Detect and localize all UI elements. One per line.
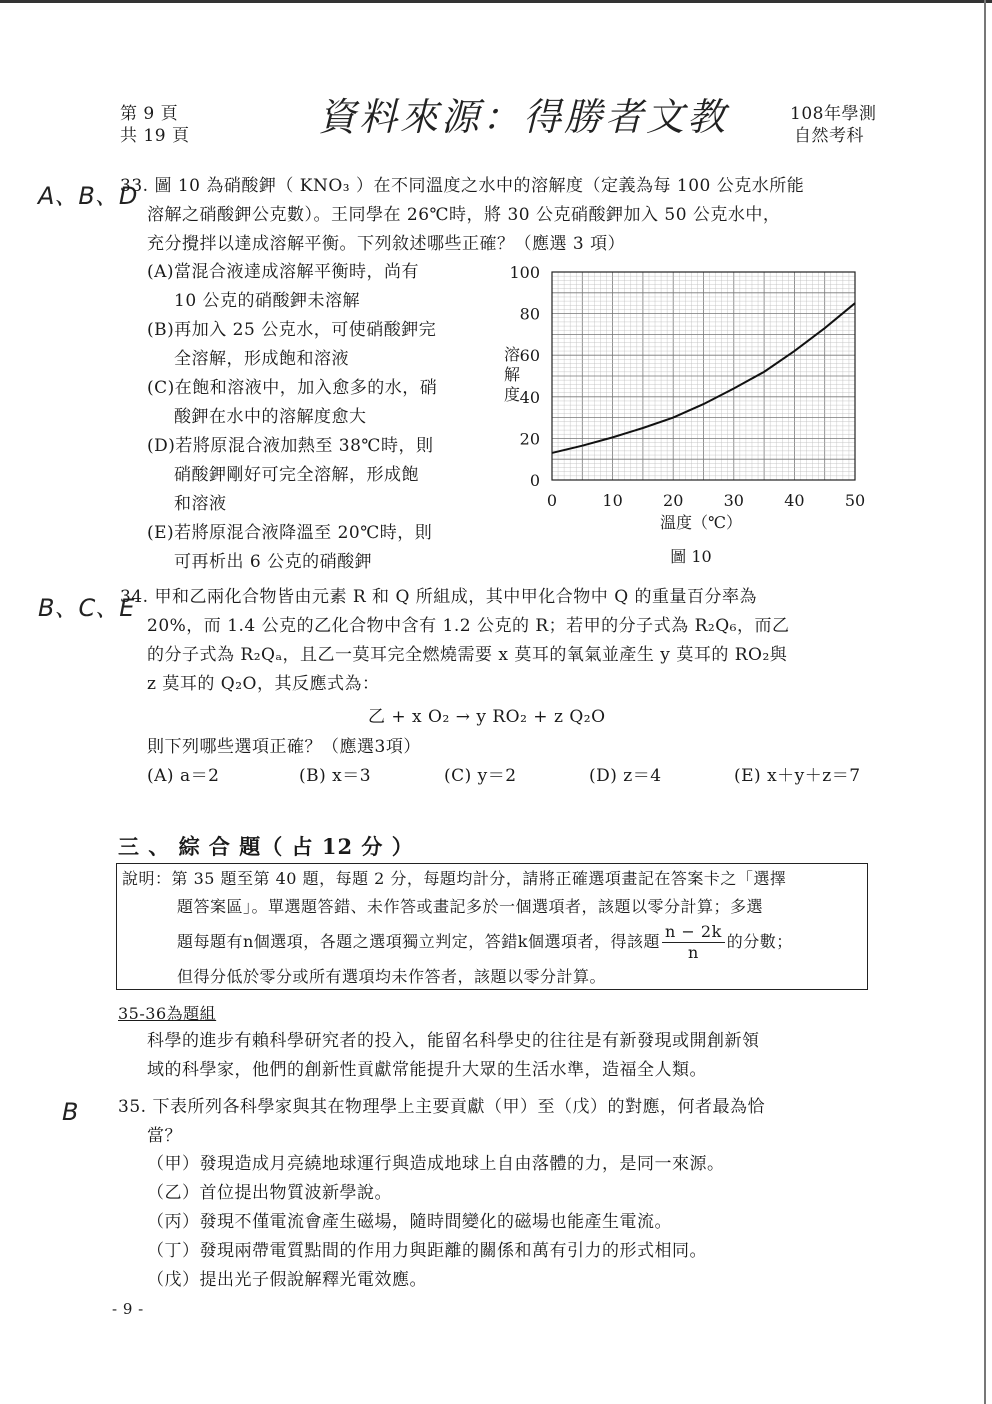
- q33-option-e-cont: 可再析出 6 公克的硝酸鉀: [174, 552, 373, 572]
- chart-ticks: [509, 263, 865, 510]
- y-tick-label: 60: [519, 346, 540, 366]
- q33-option-a-cont: 10 公克的硝酸鉀未溶解: [174, 291, 361, 311]
- solubility-chart: [490, 258, 880, 573]
- q33-option-c-cont: 酸鉀在水中的溶解度愈大: [174, 407, 367, 427]
- exam-year: 108年學測: [790, 104, 877, 124]
- chart-x-axis-label: 溫度（℃）: [660, 513, 742, 532]
- instructions-line-3: [177, 922, 793, 963]
- page-indicator: 第 9 頁: [120, 104, 179, 124]
- q34-stem-line-2: 20%，而 1.4 公克的乙化合物中含有 1.2 公克的 R；若甲的分子式為 R₂Q₆，而乙: [147, 616, 790, 636]
- scan-right-border: [984, 0, 986, 1404]
- x-tick-label: 30: [723, 491, 744, 510]
- y-axis-label-char: 度: [504, 385, 521, 405]
- y-tick-label: 40: [519, 387, 540, 407]
- q34-option-c: (C) y＝2: [444, 766, 517, 786]
- handwritten-source-note: 資料來源：得勝者文教: [318, 95, 729, 139]
- q34-stem-line-4: z 莫耳的 Q₂O，其反應式為：: [147, 674, 380, 694]
- q33-option-d: (D)若將原混合液加熱至 38℃時，則: [147, 436, 434, 456]
- y-tick-label: 80: [519, 304, 540, 324]
- handwritten-answer-q33: A、B、D: [38, 182, 138, 210]
- x-tick-label: 0: [546, 491, 558, 510]
- instructions-line-1: 說明：第 35 題至第 40 題，每題 2 分，每題均計分，請將正確選項畫記在答案卡之「選擇: [122, 869, 787, 888]
- q35-stem-line-1: 35. 下表所列各科學家與其在物理學上主要貢獻（甲）至（戊）的對應，何者最為恰: [118, 1097, 765, 1117]
- instructions-line-4: 但得分低於零分或所有選項均未作答者，該題以零分計算。: [177, 967, 607, 986]
- question-group-label: 35-36為題組: [118, 1004, 217, 1023]
- x-tick-label: 40: [784, 491, 805, 510]
- q33-stem-line-1: 33. 圖 10 為硝酸鉀（ KNO₃ ）在不同溫度之水中的溶解度（定義為每 100 公克水所能: [120, 176, 805, 196]
- y-axis-label-char: 解: [504, 365, 521, 385]
- q33-option-c: (C)在飽和溶液中，加入愈多的水，硝: [147, 378, 438, 398]
- q33-option-d-cont-2: 和溶液: [174, 494, 227, 514]
- q33-stem-line-2: 溶解之硝酸鉀公克數）。王同學在 26℃時，將 30 公克硝酸鉀加入 50 公克水中，: [147, 205, 781, 225]
- score-fraction: [662, 922, 725, 963]
- x-tick-label: 50: [844, 491, 866, 510]
- q35-stem-line-2: 當？: [147, 1126, 182, 1146]
- q35-item-ding: （丁）發現兩帶電質點間的作用力與距離的關係和萬有引力的形式相同。: [147, 1241, 707, 1261]
- page-number: - 9 -: [112, 1300, 144, 1318]
- instructions-line-3b: 的分數；: [726, 932, 793, 951]
- q33-option-b: (B)再加入 25 公克水，可使硝酸鉀完: [147, 320, 437, 340]
- section-title: 三 、 綜 合 題（ 占 12 分 ）: [118, 834, 414, 859]
- q34-option-b: (B) x＝3: [299, 766, 372, 786]
- x-tick-label: 10: [602, 491, 623, 510]
- q35-item-bing: （丙）發現不僅電流會產生磁場，隨時間變化的磁場也能產生電流。: [147, 1212, 672, 1232]
- q34-stem-line-1: 34. 甲和乙兩化合物皆由元素 R 和 Q 所組成，其中甲化合物中 Q 的重量百分率為: [120, 587, 758, 607]
- x-tick-label: 20: [663, 491, 684, 510]
- handwritten-answer-q35: B: [62, 1098, 79, 1126]
- y-axis-label-char: 溶: [504, 345, 521, 365]
- chart-caption: 圖 10: [670, 547, 712, 566]
- group-intro-line-1: 科學的進步有賴科學研究者的投入，能留名科學史的往往是有新發現或開創新領: [147, 1031, 760, 1051]
- chart-grid: [552, 272, 855, 480]
- q34-stem-line-3: 的分子式為 R₂Qₐ，且乙一莫耳完全燃燒需要 x 莫耳的氧氣並產生 y 莫耳的 RO₂與: [147, 645, 788, 665]
- solubility-chart-svg: [490, 258, 880, 573]
- scan-top-border: [0, 0, 992, 3]
- q33-stem-line-3: 充分攪拌以達成溶解平衡。下列敘述哪些正確？（應選 3 項）: [147, 234, 626, 254]
- fraction-numerator: n − 2k: [662, 922, 725, 943]
- q35-item-yi: （乙）首位提出物質波新學說。: [147, 1183, 392, 1203]
- instructions-line-3a: 題每題有n個選項，各題之選項獨立判定，答錯k個選項者，得該題: [177, 932, 661, 951]
- y-tick-label: 100: [509, 263, 540, 282]
- chart-y-axis-label: [504, 345, 520, 404]
- group-intro-line-2: 域的科學家，他們的創新性貢獻常能提升大眾的生活水準，造福全人類。: [147, 1060, 707, 1080]
- q33-option-d-cont: 硝酸鉀剛好可完全溶解，形成飽: [174, 465, 419, 485]
- y-tick-label: 0: [529, 471, 540, 490]
- exam-subject: 自然考科: [794, 126, 864, 146]
- instructions-line-2: 題答案區」。單選題答錯、未作答或畫記多於一個選項者，該題以零分計算；多選: [177, 897, 764, 916]
- q34-option-a: (A) a＝2: [147, 766, 220, 786]
- q34-option-d: (D) z＝4: [589, 766, 662, 786]
- q34-prompt: 則下列哪些選項正確？（應選3項）: [147, 737, 421, 757]
- q33-option-e: (E)若將原混合液降溫至 20℃時，則: [147, 523, 433, 543]
- handwritten-answer-q34: B、C、E: [38, 594, 135, 622]
- q35-item-jia: （甲）發現造成月亮繞地球運行與造成地球上自由落體的力，是同一來源。: [147, 1154, 725, 1174]
- q34-reaction-equation: 乙 + x O₂ → y RO₂ + z Q₂O: [368, 707, 606, 727]
- total-pages: 共 19 頁: [120, 126, 190, 146]
- q33-option-a: (A)當混合液達成溶解平衡時，尚有: [147, 262, 420, 282]
- q34-option-e: (E) x＋y＋z＝7: [734, 766, 861, 786]
- q33-option-b-cont: 全溶解，形成飽和溶液: [174, 349, 349, 369]
- q35-item-wu: （戊）提出光子假說解釋光電效應。: [147, 1270, 427, 1290]
- fraction-denominator: n: [687, 943, 699, 962]
- y-tick-label: 20: [519, 429, 540, 449]
